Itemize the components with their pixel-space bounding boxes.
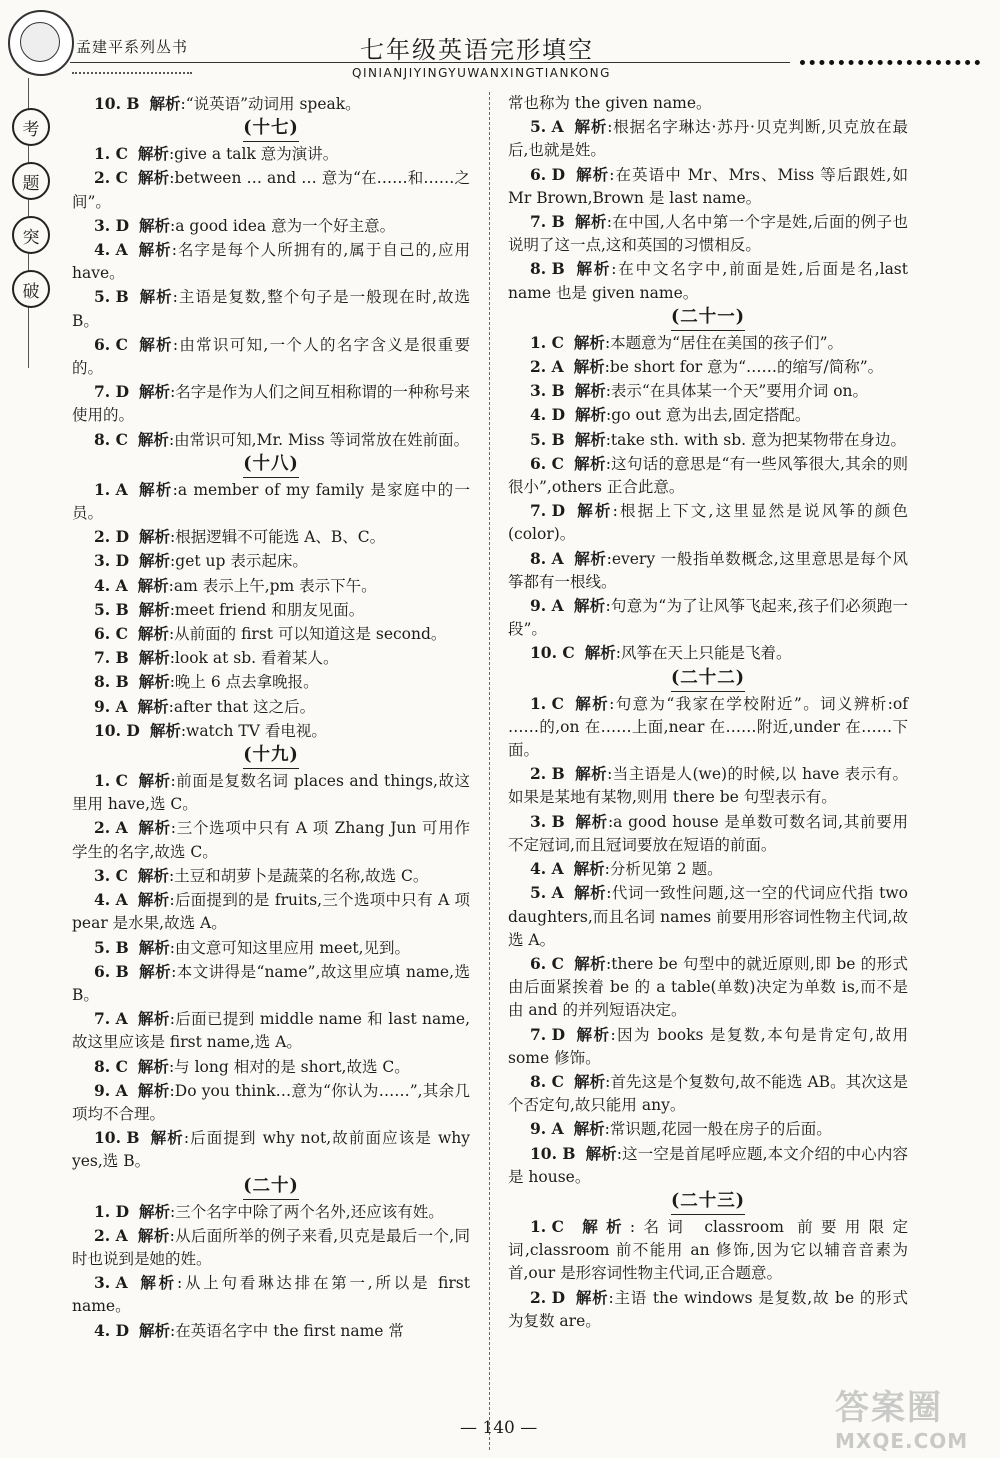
- answer-number: 2. A: [94, 1225, 128, 1245]
- answer-number: 8. C: [530, 1071, 564, 1091]
- answer-number: 2. A: [530, 357, 564, 377]
- answer-number: 4. A: [94, 890, 128, 910]
- analysis-label: 解析: [138, 648, 170, 668]
- analysis-text: :between … and … 意为“在……和……之间”。: [72, 169, 470, 211]
- answer-number: 7. D: [94, 382, 130, 402]
- analysis-text: :句意为“为了让风筝飞起来,孩子们必须跑一段”。: [508, 597, 908, 639]
- analysis-text: :名词 classroom 前要用限定词,classroom 前不能用 an 修饰,因为它以辅音音素为首,our 是形容词性物主代词,正合题意。: [508, 1217, 908, 1283]
- analysis-label: 解析: [573, 859, 605, 879]
- analysis-label: 解析: [573, 117, 608, 137]
- publisher-logo: [8, 10, 74, 76]
- book-title: 七年级英语完形填空: [360, 36, 594, 64]
- analysis-text: :土豆和胡萝卜是蔬菜的名称,故选 C。: [168, 866, 429, 885]
- analysis-label: 解析: [573, 332, 605, 352]
- analysis-text: :take sth. with sb. 意为把某物带在身边。: [605, 430, 907, 449]
- analysis-label: 解析: [137, 168, 170, 188]
- analysis-label: 解析: [137, 865, 169, 885]
- answer-number: 5. A: [530, 117, 564, 137]
- answer-number: 1. C: [94, 144, 128, 164]
- answer-item: [72, 166, 470, 213]
- answer-number: 4. D: [530, 405, 566, 425]
- analysis-text: :从上句看琳达排在第一,所以是 first name。: [72, 1274, 470, 1316]
- answer-number: 2. D: [530, 1287, 566, 1307]
- analysis-label: 解析: [138, 287, 173, 307]
- answer-item: [508, 499, 908, 546]
- answer-item: [72, 214, 470, 238]
- analysis-label: 解析: [138, 961, 172, 981]
- analysis-label: 解析: [139, 1201, 171, 1221]
- answer-item: [508, 1215, 908, 1286]
- analysis-label: 解析: [575, 1287, 609, 1307]
- analysis-label: 解析: [139, 527, 171, 547]
- section-heading: (十九): [72, 743, 470, 769]
- sidebar-char: 破: [12, 270, 50, 308]
- answer-item: [72, 1271, 470, 1318]
- analysis-label: 解析: [137, 696, 169, 716]
- answer-number: 3. C: [94, 865, 128, 885]
- analysis-text: :句意为“我家在学校附近”。词义辨析:of ……的,on 在……上面,near 在……附近,under 在……下面。: [508, 694, 908, 760]
- analysis-label: 解析: [137, 890, 170, 910]
- answer-item: [508, 1286, 908, 1333]
- answer-item: [72, 574, 470, 598]
- sidebar-badges: [8, 108, 52, 324]
- analysis-label: 解析: [149, 720, 181, 740]
- answer-item: [72, 769, 470, 816]
- analysis-text: :由文意可知这里应用 meet,见到。: [169, 938, 411, 957]
- answer-number: 7. B: [94, 648, 129, 668]
- answer-item: [508, 452, 908, 499]
- analysis-text: :因为 books 是复数,本句是肯定句,故用 some 修饰。: [508, 1025, 908, 1067]
- analysis-label: 解析: [137, 771, 171, 791]
- answer-number: 7. A: [94, 1009, 128, 1029]
- analysis-text: :名字是作为人们之间互相称谓的一种称号来使用的。: [72, 383, 470, 425]
- answer-item: [508, 641, 908, 665]
- answer-list: [72, 769, 470, 1173]
- answer-item: [72, 622, 470, 646]
- answer-number: 6. C: [530, 953, 564, 973]
- answer-item: [72, 142, 470, 166]
- page-number: — 140 —: [460, 1418, 538, 1438]
- answer-item: [508, 1070, 908, 1117]
- answer-item: [72, 525, 470, 549]
- answer-number: 7. B: [530, 212, 565, 232]
- answer-item: [72, 936, 470, 960]
- analysis-label: 解析: [137, 624, 169, 644]
- answer-number: 10. B: [94, 1128, 140, 1148]
- analysis-text: :get up 表示起床。: [170, 552, 308, 571]
- answer-item: [72, 816, 470, 863]
- answer-number: 8. C: [94, 429, 128, 449]
- analysis-label: 解析: [137, 818, 171, 838]
- answer-number: 10. C: [530, 643, 575, 663]
- analysis-text: :前面是复数名词 places and things,故这里用 have,选 C。: [72, 772, 470, 814]
- analysis-label: 解析: [573, 1216, 630, 1236]
- analysis-label: 解析: [573, 548, 607, 568]
- analysis-label: 解析: [574, 381, 606, 401]
- sidebar-char: 考: [12, 108, 50, 146]
- answer-item: [72, 1055, 470, 1079]
- answer-number: 1. C: [530, 332, 564, 352]
- book-title-pinyin: QINIANJIYINGYUWANXINGTIANKONG: [352, 66, 611, 80]
- analysis-text: :这一空是首尾呼应题,本文介绍的中心内容是 house。: [508, 1144, 908, 1186]
- answer-item: [508, 1117, 908, 1141]
- answer-number: 2. C: [94, 168, 128, 188]
- analysis-label: 解析: [573, 1071, 606, 1091]
- analysis-text: :后面提到 why not,故前面应该是 why yes,选 B。: [72, 1129, 470, 1171]
- analysis-label: 解析: [573, 596, 606, 616]
- analysis-label: 解析: [137, 334, 173, 354]
- answer-item: [72, 864, 470, 888]
- analysis-label: 解析: [575, 164, 610, 184]
- analysis-text: :every 一般指单数概念,这里意思是每个风筝都有一根线。: [508, 549, 908, 591]
- answer-item: [72, 888, 470, 935]
- analysis-text: :三个名字中除了两个名外,还应该有姓。: [170, 1202, 444, 1221]
- page-header: [0, 0, 1000, 90]
- answer-number: 5. B: [94, 937, 129, 957]
- answer-item: [72, 598, 470, 622]
- analysis-text: :风筝在天上只能是飞着。: [615, 644, 792, 663]
- answer-item: [508, 257, 908, 304]
- answer-number: 10. B: [530, 1143, 576, 1163]
- analysis-text: :当主语是人(we)的时候,以 have 表示有。如果是某地有某物,则用 there be 句型表示有。: [508, 765, 908, 807]
- analysis-text: :从后面所举的例子来看,贝克是最后一个,同时也说到是她的姓。: [72, 1226, 470, 1268]
- answer-item: [72, 1319, 470, 1343]
- analysis-text: :go out 意为出去,固定搭配。: [606, 406, 811, 425]
- answer-number: 1. C: [530, 1216, 564, 1236]
- analysis-label: 解析: [584, 643, 616, 663]
- answer-item: [72, 549, 470, 573]
- analysis-label: 解析: [137, 1225, 170, 1245]
- answer-number: 7. D: [530, 1024, 566, 1044]
- analysis-text: :这句话的意思是“有一些风筝很大,其余的则很小”,others 正合此意。: [508, 454, 908, 497]
- analysis-label: 解析: [137, 479, 173, 499]
- answer-number: 9. A: [94, 1080, 128, 1100]
- header-decoration: [72, 62, 192, 74]
- answer-item: [72, 428, 470, 452]
- sidebar-char: 突: [12, 216, 50, 254]
- answer-number: 9. A: [94, 696, 128, 716]
- answer-item: [508, 163, 908, 210]
- analysis-text: :look at sb. 看着某人。: [169, 649, 339, 668]
- analysis-text: :首先这是个复数句,故不能选 AB。其次这是个否定句,故只能用 any。: [508, 1072, 908, 1115]
- answer-number: 4. D: [94, 1320, 130, 1340]
- analysis-text: :主语 the windows 是复数,故 be 的形式为复数 are。: [508, 1288, 908, 1330]
- analysis-text: :从前面的 first 可以知道这是 second。: [168, 625, 447, 644]
- column-divider: [489, 92, 490, 1450]
- analysis-text: :be short for 意为“……的缩写/简称”。: [604, 358, 884, 377]
- analysis-label: 解析: [573, 953, 607, 973]
- analysis-label: 解析: [573, 453, 606, 473]
- answer-list: [508, 692, 908, 1189]
- analysis-label: 解析: [139, 551, 171, 571]
- answer-item: [72, 1079, 470, 1126]
- answer-number: 5. B: [530, 429, 565, 449]
- answer-item: [508, 547, 908, 594]
- analysis-text: :Do you think…意为“你认为……”,其余几项均不合理。: [72, 1081, 470, 1123]
- answer-item: [508, 115, 908, 162]
- analysis-label: 解析: [574, 764, 608, 784]
- answer-number: 5. B: [94, 599, 129, 619]
- answer-item: [72, 478, 470, 525]
- sidebar-char: 题: [12, 162, 50, 200]
- answer-number: 4. A: [94, 240, 128, 260]
- answer-number: 3. D: [94, 551, 130, 571]
- answer-number: 10. D: [94, 720, 140, 740]
- answer-number: 6. D: [530, 164, 566, 184]
- answer-number: 2. A: [94, 818, 128, 838]
- answer-number: 3. B: [530, 811, 565, 831]
- answer-item: [508, 692, 908, 763]
- answer-number: 1. A: [94, 479, 128, 499]
- answer-list: [72, 478, 470, 743]
- analysis-label: 解析: [138, 599, 170, 619]
- answer-number: 8. A: [530, 548, 564, 568]
- analysis-text: :在中国,人名中第一个字是姓,后面的例子也说明了这一点,这和英国的习惯相反。: [508, 213, 908, 255]
- analysis-text: :在英语名字中 the first name 常: [170, 1321, 404, 1340]
- analysis-label: 解析: [137, 240, 172, 260]
- analysis-text: :there be 句型中的就近原则,即 be 的形式由后面紧挨着 be 的 a table(单数)决定为单数 is,而不是由 and 的并列短语决定。: [508, 954, 908, 1020]
- answer-number: 8. B: [530, 259, 565, 279]
- section-heading: (二十三): [508, 1189, 908, 1215]
- answer-item: [72, 719, 470, 743]
- analysis-label: 解析: [139, 1320, 171, 1340]
- analysis-label: 解析: [139, 215, 171, 235]
- analysis-label: 解析: [137, 1273, 177, 1293]
- answer-item: [508, 762, 908, 809]
- answer-item: [508, 594, 908, 641]
- analysis-label: 解析: [137, 1056, 169, 1076]
- analysis-text: :三个选项中只有 A 项 Zhang Jun 可用作学生的名字,故选 C。: [72, 819, 470, 861]
- analysis-text: :watch TV 看电视。: [180, 721, 327, 740]
- analysis-label: 解析: [573, 1119, 605, 1139]
- answer-item: [508, 1023, 908, 1070]
- watermark-url: MXQE.COM: [835, 1429, 969, 1453]
- answer-number: 6. C: [94, 624, 128, 644]
- analysis-label: 解析: [575, 1024, 611, 1044]
- answer-number: 9. A: [530, 1119, 564, 1139]
- analysis-text: :a member of my family 是家庭中的一员。: [72, 480, 470, 523]
- answer-number: 5. A: [530, 883, 564, 903]
- answer-item: [72, 670, 470, 694]
- analysis-label: 解析: [573, 357, 605, 377]
- header-dots: [800, 60, 980, 73]
- answer-number: 6. B: [94, 961, 129, 981]
- section-heading: (二十): [72, 1174, 470, 1200]
- analysis-text: :在中文名字中,前面是姓,后面是名,last name 也是 given name。: [508, 260, 908, 302]
- analysis-text: :在英语中 Mr、Mrs、Miss 等后跟姓,如 Mr Brown,Brown 是 last name。: [508, 165, 908, 207]
- answer-item: [72, 1200, 470, 1224]
- answer-item: [72, 695, 470, 719]
- analysis-text: :本题意为“居住在美国的孩子们”。: [604, 333, 844, 352]
- answer-number: 2. B: [530, 764, 565, 784]
- analysis-text: :after that 这之后。: [168, 697, 316, 716]
- answer-item: [508, 1142, 908, 1189]
- analysis-text: :常识题,花园一般在房子的后面。: [604, 1120, 832, 1139]
- analysis-text: :本文讲得是“name”,故这里应填 name,选 B。: [72, 962, 470, 1004]
- right-column: [508, 92, 908, 1333]
- analysis-label: 解析: [573, 883, 607, 903]
- analysis-text: :分析见第 2 题。: [604, 860, 723, 879]
- answer-item: [72, 646, 470, 670]
- answer-number: 7. D: [530, 501, 566, 521]
- answer-number: 6. C: [530, 453, 564, 473]
- analysis-label: 解析: [138, 672, 170, 692]
- answer-item: [508, 355, 908, 379]
- answer-item: [508, 403, 908, 427]
- answer-number: 3. B: [530, 381, 565, 401]
- analysis-label: 解析: [137, 1080, 170, 1100]
- analysis-text: :由常识可知,Mr. Miss 等词常放在姓前面。: [168, 430, 470, 449]
- analysis-text: :am 表示上午,pm 表示下午。: [168, 576, 377, 595]
- answer-list: [508, 115, 908, 305]
- answer-number: 1. D: [94, 1201, 130, 1221]
- answer-number: 6. C: [94, 334, 128, 354]
- answer-item: [72, 960, 470, 1007]
- series-name: 孟建平系列丛书: [76, 38, 189, 56]
- analysis-text: :a good idea 意为一个好主意。: [170, 216, 396, 235]
- answer-list: [508, 1215, 908, 1333]
- answer-item: [72, 1126, 470, 1173]
- watermark-title: 答案圈: [835, 1388, 943, 1428]
- analysis-text: :根据名字琳达·苏丹·贝克判断,贝克放在最后,也就是姓。: [508, 118, 908, 160]
- continued-text: 常也称为 the given name。: [508, 94, 712, 112]
- analysis-label: 解析: [137, 144, 169, 164]
- analysis-label: 解析: [149, 1128, 184, 1148]
- section-heading: (二十一): [508, 305, 908, 331]
- section-heading: (十八): [72, 452, 470, 478]
- analysis-text: :a good house 是单数可数名词,其前要用不定冠词,而且冠词要放在短语的前面。: [508, 812, 908, 854]
- section-heading: (二十二): [508, 666, 908, 692]
- answer-list: [72, 1200, 470, 1343]
- analysis-label: 解析: [138, 937, 170, 957]
- answer-item: [508, 210, 908, 257]
- answer-number: 1. C: [530, 693, 564, 713]
- analysis-text: :主语是复数,整个句子是一般现在时,故选 B。: [72, 288, 470, 330]
- section-heading: (十七): [72, 116, 470, 142]
- analysis-label: 解析: [574, 811, 608, 831]
- answer-number: 3. D: [94, 215, 130, 235]
- analysis-label: 解析: [137, 1009, 170, 1029]
- analysis-text: :meet friend 和朋友见面。: [169, 600, 365, 619]
- analysis-text: :后面提到的是 fruits,三个选项中只有 A 项 pear 是水果,故选 A。: [72, 891, 470, 933]
- analysis-label: 解析: [574, 212, 607, 232]
- analysis-text: :give a talk 意为演讲。: [168, 145, 339, 164]
- answer-item: [72, 1007, 470, 1054]
- analysis-label: 解析: [575, 501, 613, 521]
- analysis-label: 解析: [573, 693, 610, 713]
- analysis-text: :由常识可知,一个人的名字含义是很重要的。: [72, 335, 470, 378]
- answer-item: [508, 428, 908, 452]
- analysis-label: 解析: [139, 382, 171, 402]
- analysis-label: 解析: [574, 429, 606, 449]
- answer-item: [508, 331, 908, 355]
- answer-item: [508, 881, 908, 952]
- answer-item: [72, 285, 470, 332]
- analysis-text: :根据上下文,这里显然是说风筝的颜色(color)。: [508, 502, 908, 544]
- answer-item: [72, 1224, 470, 1271]
- answer-item: [72, 380, 470, 427]
- analysis-text: :与 long 相对的是 short,故选 C。: [168, 1057, 410, 1076]
- answer-item: [72, 238, 470, 285]
- answer-list: [508, 331, 908, 666]
- answer-number: 8. B: [94, 672, 129, 692]
- answer-item: 10. B 解析:“说英语”动词用 speak。: [94, 94, 361, 113]
- answer-item: [508, 952, 908, 1023]
- answer-number: 4. A: [530, 859, 564, 879]
- answer-number: 3. A: [94, 1273, 128, 1293]
- analysis-text: :名字是每个人所拥有的,属于自己的,应用 have。: [72, 241, 470, 283]
- analysis-text: :晚上 6 点去拿晚报。: [169, 673, 319, 692]
- analysis-label: 解析: [137, 575, 169, 595]
- analysis-label: 解析: [574, 259, 612, 279]
- answer-item: [508, 857, 908, 881]
- watermark: [835, 1380, 985, 1453]
- analysis-text: :后面已提到 middle name 和 last name,故这里应该是 first name,选 A。: [72, 1010, 470, 1052]
- answer-number: 4. A: [94, 575, 128, 595]
- answer-item: [72, 333, 470, 380]
- analysis-label: 解析: [575, 405, 607, 425]
- answer-list: [72, 142, 470, 452]
- answer-number: 2. D: [94, 527, 130, 547]
- answer-number: 8. C: [94, 1056, 128, 1076]
- answer-number: 5. B: [94, 287, 129, 307]
- left-column: [72, 92, 470, 1343]
- analysis-text: :代词一致性问题,这一空的代词应代指 two daughters,而且名词 names 前要用形容词性物主代词,故选 A。: [508, 884, 908, 949]
- analysis-text: :表示“在具体某一个天”要用介词 on。: [605, 382, 869, 401]
- answer-item: [508, 810, 908, 857]
- answer-number: 9. A: [530, 596, 564, 616]
- answer-item: [508, 379, 908, 403]
- analysis-text: :根据逻辑不可能选 A、B、C。: [170, 528, 386, 547]
- analysis-label: 解析: [137, 429, 169, 449]
- answer-number: 1. C: [94, 771, 128, 791]
- analysis-label: 解析: [585, 1143, 617, 1163]
